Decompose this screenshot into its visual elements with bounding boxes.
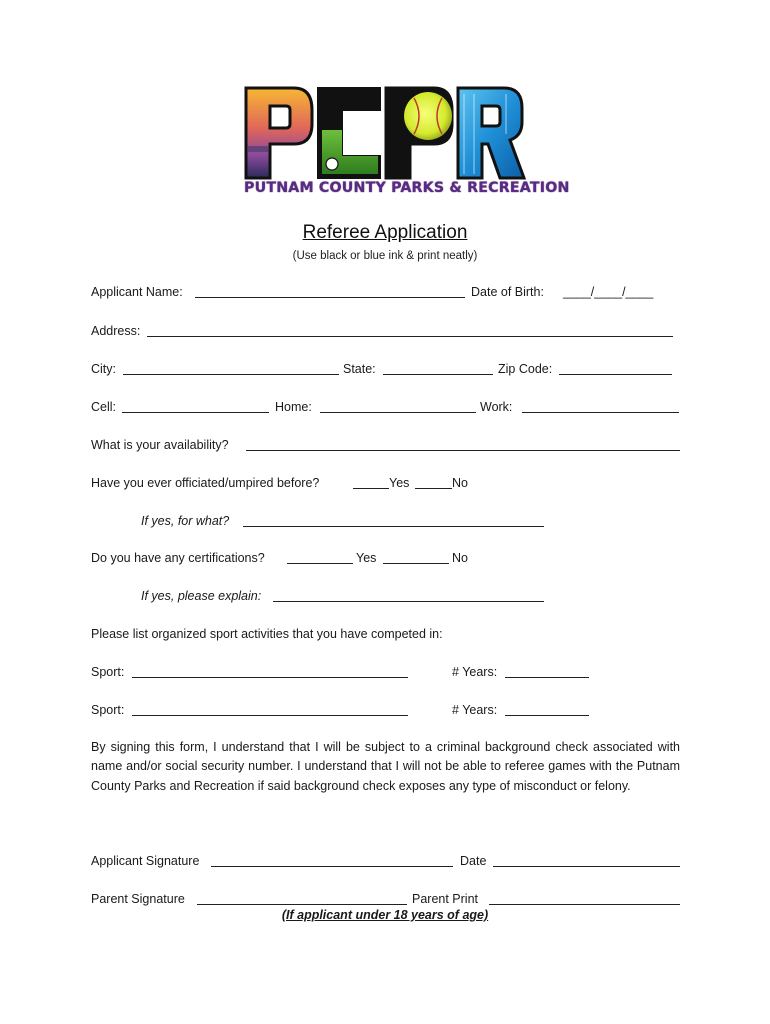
city-field[interactable] (123, 374, 339, 375)
sports-prompt: Please list organized sport activities that you have competed in: (91, 627, 443, 641)
applicant-name-label: Applicant Name: (91, 285, 183, 299)
certifications-followup-row (141, 587, 561, 605)
officiated-no-field[interactable] (415, 488, 452, 489)
sport-label: Sport: (91, 665, 125, 679)
officiated-followup-field[interactable] (243, 526, 544, 527)
certifications-followup-label: If yes, please explain: (141, 589, 262, 603)
home-label: Home: (275, 400, 312, 414)
certifications-no-label: No (452, 551, 468, 565)
logo-letter-p-ball (386, 88, 452, 178)
work-label: Work: (480, 400, 513, 414)
parent-signature-row (91, 890, 680, 908)
state-field[interactable] (383, 374, 493, 375)
parent-note: (If applicant under 18 years of age) (281, 908, 489, 922)
page-subtitle: (Use black or blue ink & print neatly) (292, 250, 478, 262)
sport-field[interactable] (132, 677, 408, 678)
pcpr-logo (244, 84, 570, 200)
address-label: Address: (91, 324, 141, 338)
dob-field[interactable]: ____/____/____ (563, 285, 654, 299)
officiated-question: Have you ever officiated/umpired before? (91, 476, 320, 490)
officiated-yes-label: Yes (389, 476, 410, 490)
date-field[interactable] (493, 866, 680, 867)
availability-field[interactable] (246, 450, 680, 451)
address-row (91, 322, 680, 340)
home-field[interactable] (320, 412, 476, 413)
certifications-no-field[interactable] (383, 563, 449, 564)
city-state-zip-row (91, 360, 680, 378)
sport-row (91, 663, 680, 681)
consent-paragraph: By signing this form, I understand that I will be subject to a criminal background check associated with name and/or social security number. I understand that I will not be able to referee games with the Putnam County Parks and Recreation if said background check exposes any type of misconduct or felony. (91, 740, 680, 793)
pcpr-logo-letters (244, 84, 526, 180)
officiated-no-label: No (452, 476, 468, 490)
parent-print-field[interactable] (489, 904, 680, 905)
years-label: # Years: (452, 703, 498, 717)
address-field[interactable] (147, 336, 673, 337)
officiated-followup-row (141, 512, 561, 530)
logo-caption: PUTNAM COUNTY PARKS & RECREATION (244, 180, 570, 196)
certifications-yes-label: Yes (356, 551, 377, 565)
applicant-signature-row (91, 852, 680, 870)
certifications-question: Do you have any certifications? (91, 551, 265, 565)
parent-signature-field[interactable] (197, 904, 407, 905)
logo-letter-p-sunset (246, 88, 312, 178)
years-field[interactable] (505, 715, 589, 716)
parent-signature-label: Parent Signature (91, 892, 185, 906)
dob-label: Date of Birth: (471, 285, 544, 299)
sport-label: Sport: (91, 703, 125, 717)
zip-label: Zip Code: (498, 362, 553, 376)
years-label: # Years: (452, 665, 498, 679)
applicant-name-row (91, 283, 680, 301)
certifications-followup-field[interactable] (273, 601, 544, 602)
date-label: Date (460, 854, 487, 868)
availability-row (91, 436, 680, 454)
certifications-yes-field[interactable] (287, 563, 353, 564)
city-label: City: (91, 362, 116, 376)
logo-letter-r-pool (458, 88, 524, 178)
parent-print-label: Parent Print (412, 892, 479, 906)
applicant-name-field[interactable] (195, 297, 465, 298)
phone-row (91, 398, 680, 416)
cell-field[interactable] (122, 412, 269, 413)
sports-prompt-row (91, 625, 680, 643)
zip-field[interactable] (559, 374, 672, 375)
officiated-row (91, 474, 680, 492)
logo-letter-c-field (318, 88, 380, 178)
applicant-signature-label: Applicant Signature (91, 854, 200, 868)
years-field[interactable] (505, 677, 589, 678)
work-field[interactable] (522, 412, 679, 413)
officiated-yes-field[interactable] (353, 488, 389, 489)
certifications-row (91, 549, 680, 567)
sport-row (91, 701, 680, 719)
cell-label: Cell: (91, 400, 117, 414)
officiated-followup-label: If yes, for what? (141, 514, 230, 528)
availability-label: What is your availability? (91, 438, 229, 452)
applicant-signature-field[interactable] (211, 866, 453, 867)
state-label: State: (343, 362, 376, 376)
page-title: Referee Application (302, 222, 468, 243)
sport-field[interactable] (132, 715, 408, 716)
